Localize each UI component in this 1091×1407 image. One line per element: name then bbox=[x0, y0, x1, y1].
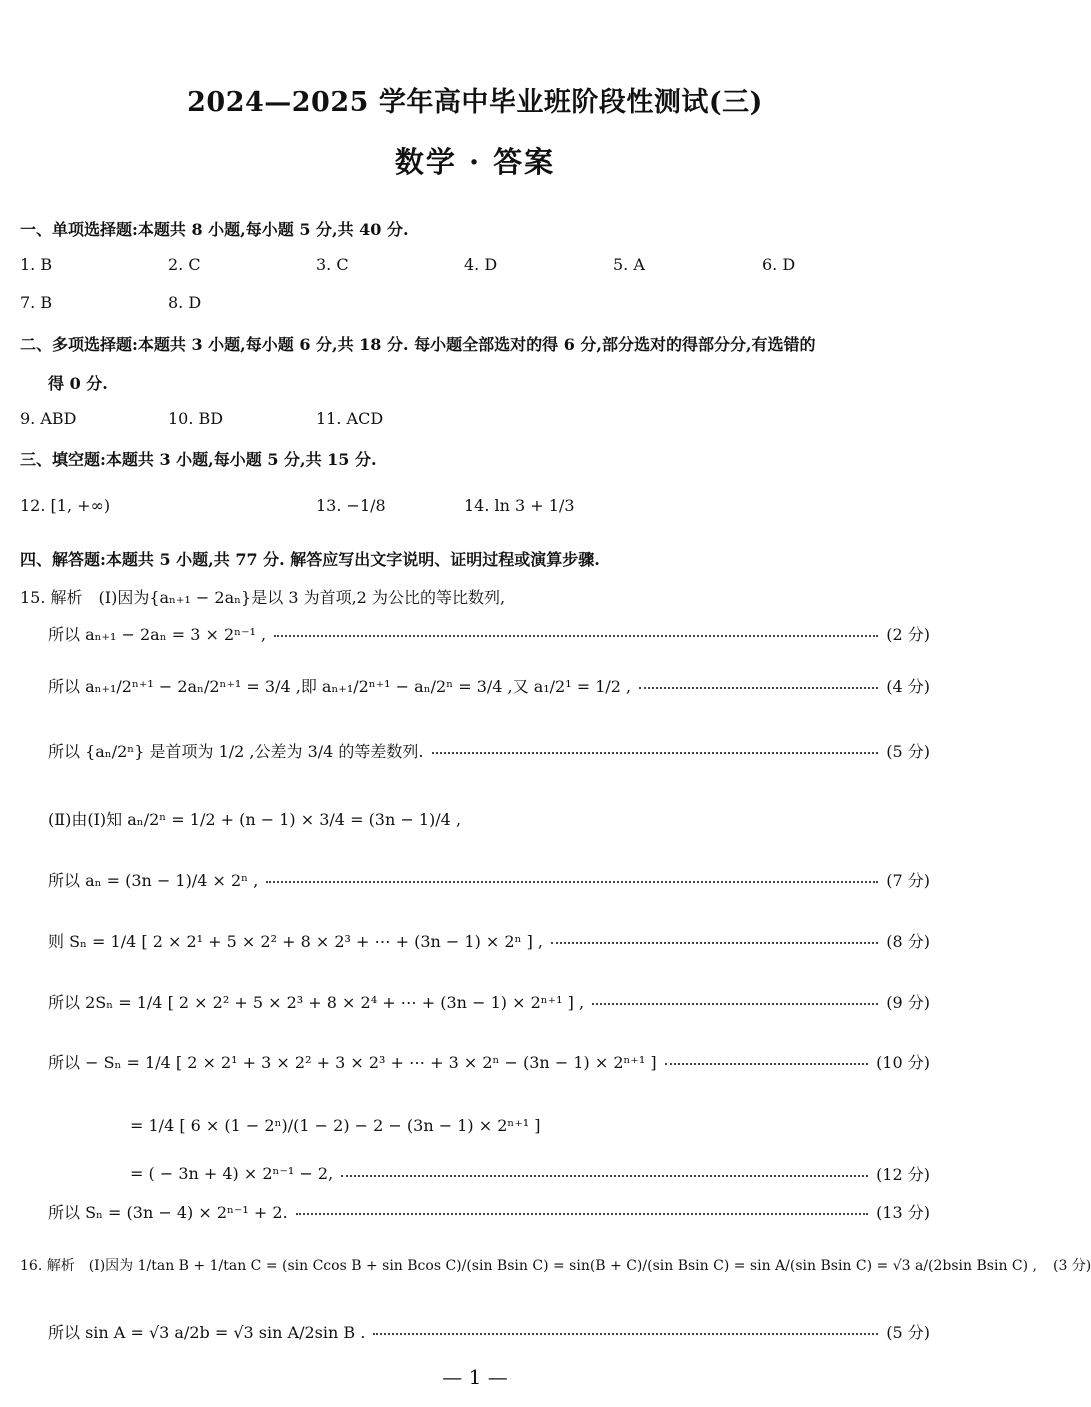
score: (4 分) bbox=[886, 676, 930, 696]
answer-2: 2. C bbox=[168, 255, 201, 274]
math-expression: 16. 解析 (Ⅰ)因为 1/tan B + 1/tan C = (sin Ccos B + sin Bcos C)/(sin Bsin C) = sin(B + C)/(sin Bsin C) = sin A/(sin Bsin C) = √3 a/(2bsin Bsin C) , bbox=[20, 1258, 1037, 1274]
leader-dots bbox=[592, 1003, 878, 1005]
page-number: — 1 — bbox=[442, 1365, 508, 1389]
q15-intro: 15. 解析 (Ⅰ)因为{aₙ₊₁ − 2aₙ}是以 3 为首项,2 为公比的等比数列, bbox=[20, 588, 506, 607]
exam-subtitle: 数学 · 答案 bbox=[394, 145, 556, 179]
math-expression: 所以 sin A = √3 a/2b = √3 sin A/2sin B . bbox=[48, 1322, 366, 1342]
solution-line bbox=[48, 1199, 930, 1223]
answer-3: 3. C bbox=[316, 255, 349, 274]
score: (2 分) bbox=[886, 624, 930, 644]
leader-dots bbox=[665, 1063, 868, 1065]
score: (13 分) bbox=[876, 1202, 930, 1222]
leader-dots bbox=[373, 1333, 878, 1335]
math-expression: (Ⅱ)由(Ⅰ)知 aₙ/2ⁿ = 1/2 + (n − 1) × 3/4 = (3n − 1)/4 , bbox=[48, 809, 462, 829]
answer-4: 4. D bbox=[464, 255, 498, 274]
answer-6: 6. D bbox=[762, 255, 796, 274]
answer-9: 9. ABD bbox=[20, 409, 77, 428]
math-expression: = ( − 3n + 4) × 2ⁿ⁻¹ − 2, bbox=[130, 1163, 334, 1183]
math-expression: 所以 aₙ₊₁/2ⁿ⁺¹ − 2aₙ/2ⁿ⁺¹ = 3/4 ,即 aₙ₊₁/2ⁿ⁺¹ − aₙ/2ⁿ = 3/4 ,又 a₁/2¹ = 1/2 , bbox=[48, 676, 632, 696]
answer-13: 13. −1/8 bbox=[316, 496, 386, 515]
solution-line bbox=[48, 1049, 930, 1073]
section-3-heading: 三、填空题:本题共 3 小题,每小题 5 分,共 15 分. bbox=[20, 450, 377, 469]
solution-line bbox=[130, 1161, 930, 1185]
leader-dots bbox=[266, 881, 878, 883]
solution-line bbox=[48, 673, 930, 697]
answer-12: 12. [1, +∞) bbox=[20, 496, 111, 515]
answer-7: 7. B bbox=[20, 293, 53, 312]
solution-line bbox=[48, 1319, 930, 1343]
answer-8: 8. D bbox=[168, 293, 202, 312]
section-2-heading: 二、多项选择题:本题共 3 小题,每小题 6 分,共 18 分. 每小题全部选对的得 6 分,部分选对的得部分分,有选错的 bbox=[20, 335, 816, 354]
score: (5 分) bbox=[886, 1322, 930, 1342]
leader-dots bbox=[296, 1213, 868, 1215]
solution-line bbox=[48, 738, 930, 762]
score: (7 分) bbox=[886, 870, 930, 890]
math-expression: 所以 aₙ = (3n − 1)/4 × 2ⁿ , bbox=[48, 870, 259, 890]
score: (12 分) bbox=[876, 1164, 930, 1184]
exam-title: 2024—2025 学年高中毕业班阶段性测试(三) bbox=[187, 87, 763, 118]
score: (5 分) bbox=[886, 741, 930, 761]
section-1-heading: 一、单项选择题:本题共 8 小题,每小题 5 分,共 40 分. bbox=[20, 220, 409, 239]
leader-dots bbox=[274, 635, 878, 637]
score: (9 分) bbox=[886, 992, 930, 1012]
math-expression: 所以 2Sₙ = 1/4 [ 2 × 2² + 5 × 2³ + 8 × 2⁴ + ⋯ + (3n − 1) × 2ⁿ⁺¹ ] , bbox=[48, 992, 585, 1012]
section-2-heading-cont: 得 0 分. bbox=[48, 374, 108, 393]
score: (3 分) bbox=[1052, 1258, 1091, 1274]
solution-line bbox=[48, 928, 930, 952]
solution-line bbox=[48, 621, 930, 645]
leader-dots bbox=[551, 942, 878, 944]
math-expression: 则 Sₙ = 1/4 [ 2 × 2¹ + 5 × 2² + 8 × 2³ + ⋯ + (3n − 1) × 2ⁿ ] , bbox=[48, 931, 543, 951]
answer-1: 1. B bbox=[20, 255, 53, 274]
solution-line bbox=[48, 989, 930, 1013]
score: (10 分) bbox=[876, 1052, 930, 1072]
solution-line bbox=[130, 1113, 930, 1137]
math-expression: 所以 Sₙ = (3n − 4) × 2ⁿ⁻¹ + 2. bbox=[48, 1202, 288, 1222]
score: (8 分) bbox=[886, 931, 930, 951]
answer-10: 10. BD bbox=[168, 409, 224, 428]
answer-5: 5. A bbox=[613, 255, 645, 274]
solution-line bbox=[20, 1253, 1091, 1277]
section-4-heading: 四、解答题:本题共 5 小题,共 77 分. 解答应写出文字说明、证明过程或演算步骤. bbox=[20, 550, 600, 569]
leader-dots bbox=[341, 1175, 868, 1177]
answer-11: 11. ACD bbox=[316, 409, 384, 428]
leader-dots bbox=[432, 752, 879, 754]
answer-14: 14. ln 3 + 1/3 bbox=[464, 496, 575, 515]
solution-line bbox=[48, 806, 930, 830]
math-expression: 所以 aₙ₊₁ − 2aₙ = 3 × 2ⁿ⁻¹ , bbox=[48, 624, 267, 644]
math-expression: 所以 − Sₙ = 1/4 [ 2 × 2¹ + 3 × 2² + 3 × 2³ + ⋯ + 3 × 2ⁿ − (3n − 1) × 2ⁿ⁺¹ ] bbox=[48, 1052, 657, 1072]
solution-line bbox=[48, 867, 930, 891]
leader-dots bbox=[639, 687, 878, 689]
math-expression: = 1/4 [ 6 × (1 − 2ⁿ)/(1 − 2) − 2 − (3n − 1) × 2ⁿ⁺¹ ] bbox=[130, 1115, 541, 1135]
math-expression: 所以 {aₙ/2ⁿ} 是首项为 1/2 ,公差为 3/4 的等差数列. bbox=[48, 741, 424, 761]
